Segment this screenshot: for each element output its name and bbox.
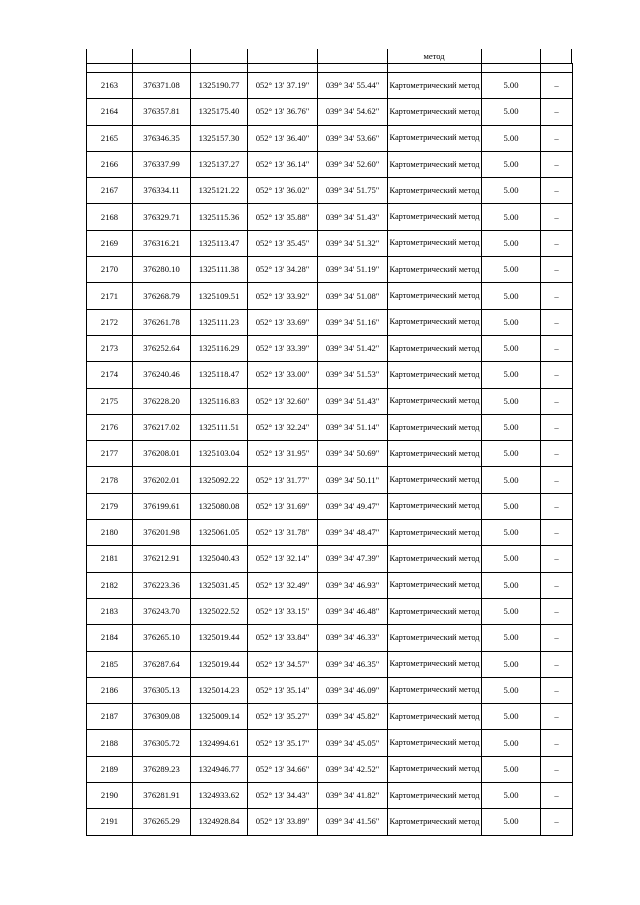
- note-cell: –: [541, 388, 573, 414]
- table-row: [87, 204, 573, 230]
- longitude-cell: 039° 34' 50.69": [318, 441, 388, 467]
- y-coordinate-cell: 1325109.51: [191, 283, 248, 309]
- x-coordinate-cell: 376334.11: [133, 178, 191, 204]
- y-coordinate-cell: 1325103.04: [191, 441, 248, 467]
- longitude-cell: 039° 34' 54.62": [318, 99, 388, 125]
- table-row: [87, 783, 573, 809]
- note-cell: –: [541, 704, 573, 730]
- latitude-cell: 052° 13' 37.19": [248, 73, 318, 99]
- point-number-cell: 2174: [87, 362, 133, 388]
- longitude-cell: 039° 34' 51.42": [318, 335, 388, 361]
- point-number-cell: 2186: [87, 677, 133, 703]
- y-coordinate-cell: 1325121.22: [191, 178, 248, 204]
- point-number-cell: 2190: [87, 783, 133, 809]
- y-coordinate-cell: 1325175.40: [191, 99, 248, 125]
- latitude-cell: 052° 13' 34.43": [248, 783, 318, 809]
- latitude-cell: 052° 13' 35.45": [248, 230, 318, 256]
- accuracy-cell: 5.00: [482, 178, 541, 204]
- latitude-cell: 052° 13' 36.76": [248, 99, 318, 125]
- method-cell: Картометрический метод: [388, 309, 482, 335]
- y-coordinate-cell: 1325019.44: [191, 651, 248, 677]
- accuracy-cell: 5.00: [482, 783, 541, 809]
- x-coordinate-cell: 376199.61: [133, 493, 191, 519]
- table-row: [87, 257, 573, 283]
- accuracy-cell: 5.00: [482, 230, 541, 256]
- method-cell: Картометрический метод: [388, 677, 482, 703]
- latitude-cell: 052° 13' 35.14": [248, 677, 318, 703]
- table-row: [87, 572, 573, 598]
- latitude-cell: 052° 13' 33.00": [248, 362, 318, 388]
- table-row: [87, 362, 573, 388]
- y-coordinate-cell: 1325113.47: [191, 230, 248, 256]
- method-tail-text: метод: [423, 51, 445, 61]
- point-number-cell: 2182: [87, 572, 133, 598]
- accuracy-cell: 5.00: [482, 99, 541, 125]
- x-coordinate-cell: 376217.02: [133, 414, 191, 440]
- y-coordinate-cell: 1325031.45: [191, 572, 248, 598]
- note-cell: –: [541, 230, 573, 256]
- note-cell: –: [541, 677, 573, 703]
- method-cell: Картометрический метод: [388, 546, 482, 572]
- coordinates-table: [86, 63, 573, 836]
- x-coordinate-cell: 376265.10: [133, 625, 191, 651]
- latitude-cell: 052° 13' 35.17": [248, 730, 318, 756]
- latitude-cell: 052° 13' 33.15": [248, 598, 318, 624]
- y-coordinate-cell: 1325092.22: [191, 467, 248, 493]
- table-row: [87, 730, 573, 756]
- method-cell: Картометрический метод: [388, 283, 482, 309]
- latitude-cell: 052° 13' 36.02": [248, 178, 318, 204]
- y-coordinate-cell: 1325061.05: [191, 520, 248, 546]
- y-coordinate-cell: 1325157.30: [191, 125, 248, 151]
- longitude-cell: 039° 34' 45.05": [318, 730, 388, 756]
- x-coordinate-cell: 376371.08: [133, 73, 191, 99]
- accuracy-cell: 5.00: [482, 598, 541, 624]
- table-row: [87, 414, 573, 440]
- y-coordinate-cell: 1324946.77: [191, 756, 248, 782]
- y-coordinate-cell: 1324928.84: [191, 809, 248, 835]
- note-cell: –: [541, 493, 573, 519]
- table-row: [87, 309, 573, 335]
- longitude-cell: 039° 34' 46.09": [318, 677, 388, 703]
- longitude-cell: 039° 34' 46.93": [318, 572, 388, 598]
- method-cell: Картометрический метод: [388, 783, 482, 809]
- accuracy-cell: 5.00: [482, 809, 541, 835]
- method-cell: Картометрический метод: [388, 572, 482, 598]
- accuracy-cell: 5.00: [482, 520, 541, 546]
- accuracy-cell: 5.00: [482, 257, 541, 283]
- table-row: [87, 677, 573, 703]
- point-number-cell: 2163: [87, 73, 133, 99]
- x-coordinate-cell: 376223.36: [133, 572, 191, 598]
- method-cell: Картометрический метод: [388, 99, 482, 125]
- table-row: [87, 99, 573, 125]
- table-row: [87, 125, 573, 151]
- x-coordinate-cell: 376240.46: [133, 362, 191, 388]
- x-coordinate-cell: 376287.64: [133, 651, 191, 677]
- method-cell: Картометрический метод: [388, 230, 482, 256]
- y-coordinate-cell: 1325111.23: [191, 309, 248, 335]
- accuracy-cell: 5.00: [482, 467, 541, 493]
- y-coordinate-cell: 1325022.52: [191, 598, 248, 624]
- method-cell: Картометрический метод: [388, 651, 482, 677]
- method-cell: Картометрический метод: [388, 178, 482, 204]
- longitude-cell: 039° 34' 52.60": [318, 151, 388, 177]
- y-coordinate-cell: 1325014.23: [191, 677, 248, 703]
- x-coordinate-cell: 376228.20: [133, 388, 191, 414]
- accuracy-cell: 5.00: [482, 572, 541, 598]
- method-cell: Картометрический метод: [388, 335, 482, 361]
- latitude-cell: 052° 13' 34.66": [248, 756, 318, 782]
- method-cell: Картометрический метод: [388, 598, 482, 624]
- table-row: [87, 493, 573, 519]
- accuracy-cell: 5.00: [482, 151, 541, 177]
- y-coordinate-cell: 1325118.47: [191, 362, 248, 388]
- accuracy-cell: 5.00: [482, 73, 541, 99]
- x-coordinate-cell: 376243.70: [133, 598, 191, 624]
- y-coordinate-cell: 1325080.08: [191, 493, 248, 519]
- longitude-cell: 039° 34' 45.82": [318, 704, 388, 730]
- latitude-cell: 052° 13' 32.24": [248, 414, 318, 440]
- y-coordinate-cell: 1325111.38: [191, 257, 248, 283]
- longitude-cell: 039° 34' 51.32": [318, 230, 388, 256]
- y-coordinate-cell: 1324994.61: [191, 730, 248, 756]
- table-row: [87, 283, 573, 309]
- latitude-cell: 052° 13' 34.28": [248, 257, 318, 283]
- accuracy-cell: 5.00: [482, 441, 541, 467]
- longitude-cell: 039° 34' 46.35": [318, 651, 388, 677]
- accuracy-cell: 5.00: [482, 309, 541, 335]
- longitude-cell: 039° 34' 41.56": [318, 809, 388, 835]
- note-cell: –: [541, 283, 573, 309]
- method-cell: Картометрический метод: [388, 257, 482, 283]
- x-coordinate-cell: 376208.01: [133, 441, 191, 467]
- accuracy-cell: 5.00: [482, 493, 541, 519]
- note-cell: –: [541, 809, 573, 835]
- note-cell: –: [541, 178, 573, 204]
- note-cell: –: [541, 783, 573, 809]
- y-coordinate-cell: 1325116.83: [191, 388, 248, 414]
- point-number-cell: 2189: [87, 756, 133, 782]
- latitude-cell: 052° 13' 33.69": [248, 309, 318, 335]
- note-cell: –: [541, 125, 573, 151]
- accuracy-cell: 5.00: [482, 335, 541, 361]
- table-row: [87, 151, 573, 177]
- point-number-cell: 2185: [87, 651, 133, 677]
- y-coordinate-cell: 1325111.51: [191, 414, 248, 440]
- accuracy-cell: 5.00: [482, 388, 541, 414]
- longitude-cell: 039° 34' 50.11": [318, 467, 388, 493]
- table-row: [87, 178, 573, 204]
- x-coordinate-cell: 376329.71: [133, 204, 191, 230]
- longitude-cell: 039° 34' 51.53": [318, 362, 388, 388]
- note-cell: –: [541, 625, 573, 651]
- point-number-cell: 2175: [87, 388, 133, 414]
- longitude-cell: 039° 34' 55.44": [318, 73, 388, 99]
- method-cell: Картометрический метод: [388, 730, 482, 756]
- y-coordinate-cell: 1325040.43: [191, 546, 248, 572]
- note-cell: –: [541, 151, 573, 177]
- method-cell: Картометрический метод: [388, 125, 482, 151]
- note-cell: –: [541, 414, 573, 440]
- accuracy-cell: 5.00: [482, 625, 541, 651]
- x-coordinate-cell: 376202.01: [133, 467, 191, 493]
- x-coordinate-cell: 376265.29: [133, 809, 191, 835]
- table-continuation-fragment: [86, 49, 572, 63]
- accuracy-cell: 5.00: [482, 125, 541, 151]
- x-coordinate-cell: 376289.23: [133, 756, 191, 782]
- table-row: [87, 388, 573, 414]
- method-cell: Картометрический метод: [388, 467, 482, 493]
- longitude-cell: 039° 34' 51.19": [318, 257, 388, 283]
- latitude-cell: 052° 13' 31.95": [248, 441, 318, 467]
- table-row: [87, 625, 573, 651]
- y-coordinate-cell: 1325137.27: [191, 151, 248, 177]
- note-cell: –: [541, 546, 573, 572]
- table-row: [87, 598, 573, 624]
- point-number-cell: 2181: [87, 546, 133, 572]
- note-cell: –: [541, 520, 573, 546]
- method-cell: Картометрический метод: [388, 493, 482, 519]
- point-number-cell: 2170: [87, 257, 133, 283]
- accuracy-cell: 5.00: [482, 204, 541, 230]
- method-cell: Картометрический метод: [388, 73, 482, 99]
- point-number-cell: 2168: [87, 204, 133, 230]
- note-cell: –: [541, 730, 573, 756]
- note-cell: –: [541, 257, 573, 283]
- accuracy-cell: 5.00: [482, 362, 541, 388]
- longitude-cell: 039° 34' 49.47": [318, 493, 388, 519]
- latitude-cell: 052° 13' 31.69": [248, 493, 318, 519]
- latitude-cell: 052° 13' 34.57": [248, 651, 318, 677]
- table-row: [87, 651, 573, 677]
- x-coordinate-cell: 376346.35: [133, 125, 191, 151]
- note-cell: –: [541, 598, 573, 624]
- method-cell: Картометрический метод: [388, 520, 482, 546]
- point-number-cell: 2167: [87, 178, 133, 204]
- method-cell: Картометрический метод: [388, 441, 482, 467]
- table-row: [87, 335, 573, 361]
- latitude-cell: 052° 13' 33.92": [248, 283, 318, 309]
- latitude-cell: 052° 13' 31.78": [248, 520, 318, 546]
- longitude-cell: 039° 34' 51.43": [318, 204, 388, 230]
- accuracy-cell: 5.00: [482, 677, 541, 703]
- y-coordinate-cell: 1325115.36: [191, 204, 248, 230]
- point-number-cell: 2173: [87, 335, 133, 361]
- longitude-cell: 039° 34' 46.48": [318, 598, 388, 624]
- x-coordinate-cell: 376261.78: [133, 309, 191, 335]
- longitude-cell: 039° 34' 51.16": [318, 309, 388, 335]
- note-cell: –: [541, 204, 573, 230]
- note-cell: –: [541, 99, 573, 125]
- method-cell: Картометрический метод: [388, 625, 482, 651]
- note-cell: –: [541, 651, 573, 677]
- point-number-cell: 2164: [87, 99, 133, 125]
- table-row: [87, 467, 573, 493]
- latitude-cell: 052° 13' 32.49": [248, 572, 318, 598]
- x-coordinate-cell: 376305.72: [133, 730, 191, 756]
- point-number-cell: 2187: [87, 704, 133, 730]
- latitude-cell: 052° 13' 33.84": [248, 625, 318, 651]
- accuracy-cell: 5.00: [482, 704, 541, 730]
- note-cell: –: [541, 467, 573, 493]
- longitude-cell: 039° 34' 51.08": [318, 283, 388, 309]
- note-cell: –: [541, 572, 573, 598]
- table-row: [87, 441, 573, 467]
- x-coordinate-cell: 376316.21: [133, 230, 191, 256]
- note-cell: –: [541, 441, 573, 467]
- x-coordinate-cell: 376281.91: [133, 783, 191, 809]
- table-row: [87, 546, 573, 572]
- table-row: [87, 520, 573, 546]
- method-cell: Картометрический метод: [388, 704, 482, 730]
- note-cell: –: [541, 309, 573, 335]
- point-number-cell: 2178: [87, 467, 133, 493]
- y-coordinate-cell: 1325116.29: [191, 335, 248, 361]
- x-coordinate-cell: 376357.81: [133, 99, 191, 125]
- point-number-cell: 2180: [87, 520, 133, 546]
- x-coordinate-cell: 376252.64: [133, 335, 191, 361]
- method-cell: Картометрический метод: [388, 362, 482, 388]
- point-number-cell: 2169: [87, 230, 133, 256]
- table-row: [87, 809, 573, 835]
- table-row: [87, 756, 573, 782]
- note-cell: –: [541, 362, 573, 388]
- table-row: [87, 704, 573, 730]
- point-number-cell: 2179: [87, 493, 133, 519]
- point-number-cell: 2188: [87, 730, 133, 756]
- y-coordinate-cell: 1324933.62: [191, 783, 248, 809]
- point-number-cell: 2166: [87, 151, 133, 177]
- x-coordinate-cell: 376201.98: [133, 520, 191, 546]
- point-number-cell: 2165: [87, 125, 133, 151]
- longitude-cell: 039° 34' 42.52": [318, 756, 388, 782]
- latitude-cell: 052° 13' 33.39": [248, 335, 318, 361]
- point-number-cell: 2177: [87, 441, 133, 467]
- latitude-cell: 052° 13' 32.14": [248, 546, 318, 572]
- empty-separator-row: [87, 64, 573, 73]
- method-cell: Картометрический метод: [388, 204, 482, 230]
- table-row: [87, 73, 573, 99]
- x-coordinate-cell: 376309.08: [133, 704, 191, 730]
- x-coordinate-cell: 376212.91: [133, 546, 191, 572]
- accuracy-cell: 5.00: [482, 730, 541, 756]
- accuracy-cell: 5.00: [482, 651, 541, 677]
- longitude-cell: 039° 34' 51.75": [318, 178, 388, 204]
- method-cell: Картометрический метод: [388, 388, 482, 414]
- y-coordinate-cell: 1325190.77: [191, 73, 248, 99]
- longitude-cell: 039° 34' 53.66": [318, 125, 388, 151]
- latitude-cell: 052° 13' 33.89": [248, 809, 318, 835]
- accuracy-cell: 5.00: [482, 414, 541, 440]
- latitude-cell: 052° 13' 36.40": [248, 125, 318, 151]
- latitude-cell: 052° 13' 36.14": [248, 151, 318, 177]
- latitude-cell: 052° 13' 35.27": [248, 704, 318, 730]
- latitude-cell: 052° 13' 31.77": [248, 467, 318, 493]
- note-cell: –: [541, 73, 573, 99]
- point-number-cell: 2172: [87, 309, 133, 335]
- latitude-cell: 052° 13' 35.88": [248, 204, 318, 230]
- longitude-cell: 039° 34' 47.39": [318, 546, 388, 572]
- method-cell: Картометрический метод: [388, 756, 482, 782]
- y-coordinate-cell: 1325009.14: [191, 704, 248, 730]
- longitude-cell: 039° 34' 51.14": [318, 414, 388, 440]
- method-cell: Картометрический метод: [388, 414, 482, 440]
- method-cell: Картометрический метод: [388, 809, 482, 835]
- table-row: [87, 230, 573, 256]
- accuracy-cell: 5.00: [482, 756, 541, 782]
- note-cell: –: [541, 756, 573, 782]
- point-number-cell: 2184: [87, 625, 133, 651]
- longitude-cell: 039° 34' 46.33": [318, 625, 388, 651]
- accuracy-cell: 5.00: [482, 546, 541, 572]
- x-coordinate-cell: 376305.13: [133, 677, 191, 703]
- x-coordinate-cell: 376280.10: [133, 257, 191, 283]
- latitude-cell: 052° 13' 32.60": [248, 388, 318, 414]
- y-coordinate-cell: 1325019.44: [191, 625, 248, 651]
- point-number-cell: 2191: [87, 809, 133, 835]
- longitude-cell: 039° 34' 51.43": [318, 388, 388, 414]
- x-coordinate-cell: 376268.79: [133, 283, 191, 309]
- point-number-cell: 2176: [87, 414, 133, 440]
- longitude-cell: 039° 34' 41.82": [318, 783, 388, 809]
- accuracy-cell: 5.00: [482, 283, 541, 309]
- method-cell: Картометрический метод: [388, 151, 482, 177]
- point-number-cell: 2171: [87, 283, 133, 309]
- x-coordinate-cell: 376337.99: [133, 151, 191, 177]
- longitude-cell: 039° 34' 48.47": [318, 520, 388, 546]
- note-cell: –: [541, 335, 573, 361]
- point-number-cell: 2183: [87, 598, 133, 624]
